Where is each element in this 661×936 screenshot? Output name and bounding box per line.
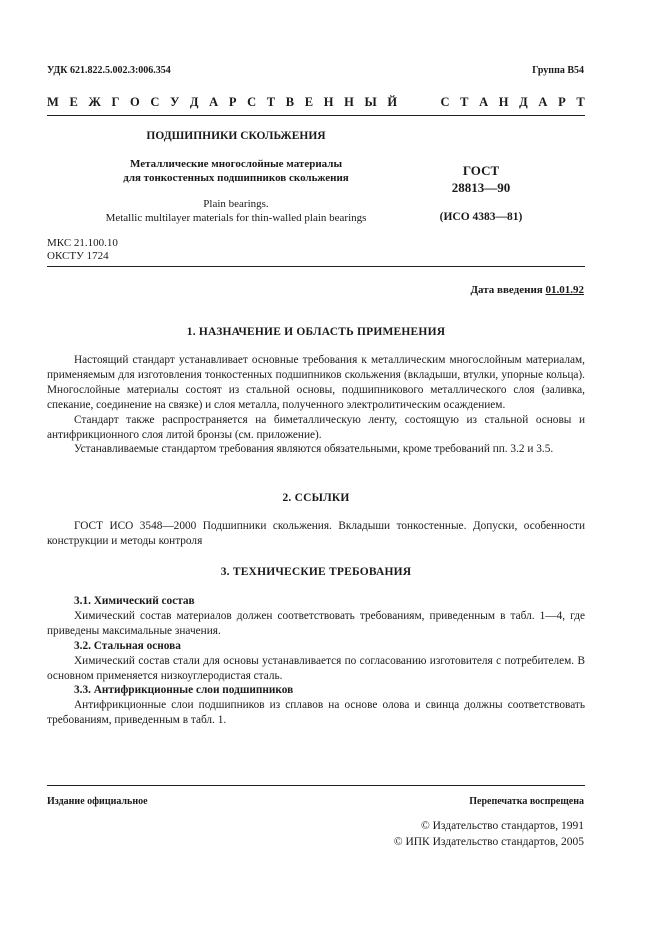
banner-gap (408, 95, 430, 110)
gost-designation (430, 162, 532, 196)
section-1-heading: 1. НАЗНАЧЕНИЕ И ОБЛАСТЬ ПРИМЕНЕНИЯ (186, 326, 446, 338)
banner-letter: В (285, 95, 295, 109)
banner-letter: Д (519, 95, 528, 109)
banner-letter: Е (69, 95, 78, 109)
banner-letter: С (440, 95, 450, 109)
classification-codes (47, 237, 118, 263)
banner-letter: М (47, 95, 59, 109)
subsection-title: 3.3. Антифрикционные слои подшипников (74, 684, 294, 697)
header-rule (47, 266, 585, 267)
official-edition: Издание официальное (47, 796, 148, 807)
paragraph: Антифрикционные слои подшипников из сплавов на основе олова и свинца должны соответствовать требованиям, приведенным в табл. 1. (47, 699, 585, 727)
introduction-date (470, 284, 584, 296)
mks-code: МКС 21.100.10 (47, 237, 118, 249)
iso-reference: (ИСО 4383—81) (439, 211, 523, 223)
banner-letter: Й (387, 95, 398, 109)
banner-letter: Т (266, 95, 276, 109)
footer-rule (47, 785, 585, 786)
banner-letter: Ж (88, 95, 101, 109)
gost-label: ГОСТ (462, 163, 500, 178)
section-1-body (47, 353, 585, 457)
english-title (47, 197, 425, 225)
copyright-block (394, 818, 584, 850)
document-title: ПОДШИПНИКИ СКОЛЬЖЕНИЯ (146, 130, 326, 142)
banner-rule (47, 115, 585, 116)
banner-letter: Н (498, 95, 509, 109)
banner-letter: Г (111, 95, 120, 109)
subtitle-line: для тонкостенных подшипников скольжения (123, 172, 349, 184)
english-title-line: Metallic multilayer materials for thin-walled plain bearings (105, 212, 367, 224)
reprint-notice: Перепечатка воспрещена (469, 796, 584, 807)
paragraph: ГОСТ ИСО 3548—2000 Подшипники скольжения. Вкладыши тонкостенные. Допуски, особенности конструкции и методы контроля (47, 520, 585, 547)
banner-letter: Т (576, 95, 585, 109)
section-2-heading: 2. ССЫЛКИ (282, 492, 350, 504)
section-3-body (47, 594, 585, 728)
banner-letter: А (479, 95, 489, 109)
banner-letter: Е (304, 95, 314, 109)
paragraph: Настоящий стандарт устанавливает основные требования к металлическим многослойным материалам, применяемым для изготовления тонкостенных подшипников скольжения (вкладыши, втулки, упорные кольца). Многослойные материалы состоят из стальной основы, подшипникового металлического слоя (заливка, спекание, соединение на связке) и слоя металла, полученного электролитическим осаждением. (47, 354, 585, 411)
paragraph: Устанавливаемые стандартом требования являются обязательными, кроме требований пп. 3.2 и 3.5. (74, 443, 554, 456)
standard-banner (47, 95, 585, 110)
section-3-heading: 3. ТЕХНИЧЕСКИЕ ТРЕБОВАНИЯ (220, 566, 412, 578)
banner-letter: О (130, 95, 140, 109)
paragraph: Химический состав материалов должен соответствовать требованиям, приведенным в табл. 1—4, где приведены максимальные значения. (47, 609, 585, 637)
introduction-date-label: Дата введения (470, 284, 543, 296)
banner-letter: У (170, 95, 180, 109)
document-subtitle (47, 157, 425, 185)
banner-letter: А (209, 95, 219, 109)
subsection-title: 3.1. Химический состав (74, 595, 195, 607)
gost-number: 28813—90 (451, 180, 511, 195)
banner-letter: Ы (364, 95, 377, 109)
banner-letter: Р (558, 95, 566, 109)
banner-letter: С (247, 95, 257, 109)
banner-letter: Н (344, 95, 354, 109)
udk-code: УДК 621.822.5.002.3:006.354 (47, 65, 171, 76)
introduction-date-value: 01.01.92 (545, 284, 584, 296)
english-title-line: Plain bearings. (203, 198, 269, 210)
paragraph: Стандарт также распространяется на биметаллическую ленту, состоящую из стальной основы и антифрикционного слоя литой бронзы (см. приложение). (47, 413, 585, 441)
banner-letter: Д (189, 95, 199, 109)
banner-letter: Т (460, 95, 469, 109)
group-code: Группа В54 (532, 65, 584, 76)
okstu-code: ОКСТУ 1724 (47, 250, 109, 262)
copyright-line: © ИПК Издательство стандартов, 2005 (393, 836, 584, 848)
banner-letter: А (538, 95, 548, 109)
subsection-title: 3.2. Стальная основа (74, 639, 181, 652)
banner-letter: С (150, 95, 160, 109)
section-2-body (47, 519, 585, 549)
banner-letter: Р (228, 95, 237, 109)
banner-letter: Н (323, 95, 334, 109)
subtitle-line: Металлические многослойные материалы (129, 158, 343, 170)
paragraph: Химический состав стали для основы устанавливается по согласованию изготовителя с потребителем. В основном применяется низкоуглеродистая сталь. (47, 654, 585, 682)
copyright-line: © Издательство стандартов, 1991 (420, 820, 584, 832)
